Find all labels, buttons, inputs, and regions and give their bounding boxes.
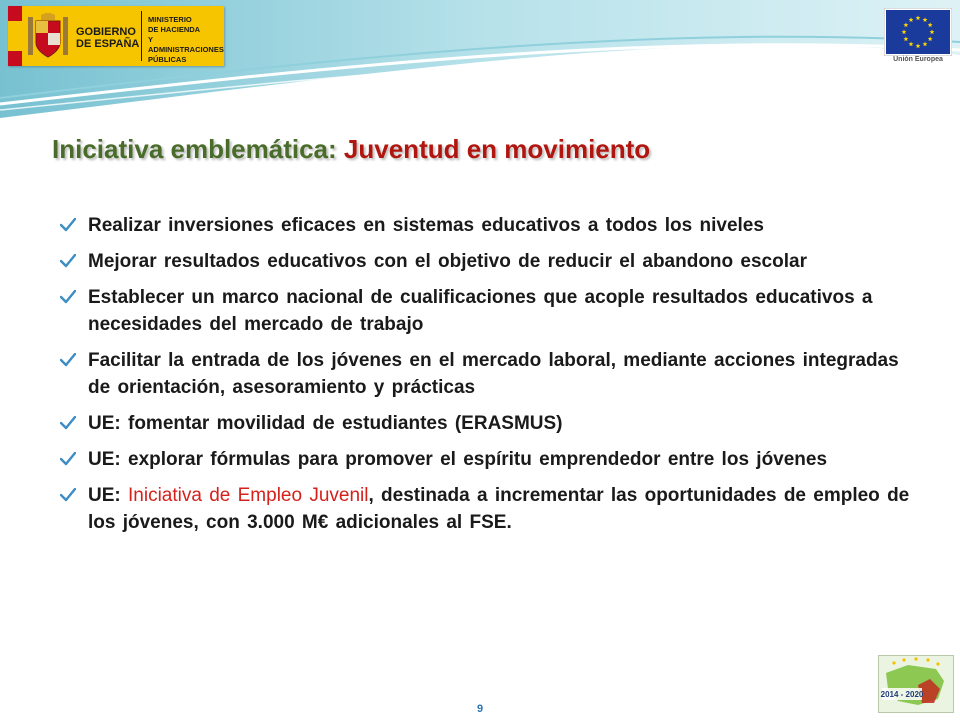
logo-separator: [141, 11, 142, 61]
checkmark-icon: [60, 452, 76, 466]
bullet-item: [60, 446, 920, 473]
bullet-text: Establecer un marco nacional de cualificaciones que acople resultados educativos a necesidades del mercado de trabajo: [88, 287, 873, 335]
gov-name-line1: GOBIERNO: [76, 26, 136, 38]
ministry-line4: PÚBLICAS: [148, 55, 187, 64]
spain-flag-strip: [8, 6, 22, 66]
bullet-text: Mejorar resultados educativos con el objetivo de reducir el abandono escolar: [88, 251, 807, 272]
programme-2014-2020-badge: [878, 655, 954, 713]
bullet-text: UE: explorar fórmulas para promover el espíritu emprendedor entre los jóvenes: [88, 449, 828, 470]
checkmark-icon: [60, 416, 76, 430]
bullet-prefix: UE:: [88, 485, 121, 506]
checkmark-icon: [60, 488, 76, 502]
bullet-item: [60, 482, 920, 536]
ministry-line1: MINISTERIO: [148, 15, 192, 24]
ministry-label: [148, 15, 228, 65]
bullet-item: [60, 347, 920, 401]
checkmark-icon: [60, 290, 76, 304]
bullet-item: [60, 212, 920, 239]
gobierno-label: [76, 26, 139, 50]
bullet-item: [60, 284, 920, 338]
eu-caption: Unión Europea: [893, 56, 943, 63]
ministry-line2: DE HACIENDA: [148, 25, 201, 34]
coat-of-arms-icon: [26, 13, 70, 59]
title-lead: Iniciativa emblemática:: [52, 134, 337, 164]
checkmark-icon: [60, 218, 76, 232]
checkmark-icon: [60, 254, 76, 268]
ministry-line3: Y ADMINISTRACIONES: [148, 35, 224, 54]
bullet-text: Realizar inversiones eficaces en sistemas educativos a todos los niveles: [88, 215, 764, 236]
bullet-list: [60, 212, 920, 545]
eu-flag-icon: [884, 8, 952, 56]
bullet-text: UE: fomentar movilidad de estudiantes (ERASMUS): [88, 413, 563, 434]
title-main: Juventud en movimiento: [343, 134, 651, 164]
bullet-item: [60, 410, 920, 437]
slide-title: [52, 134, 650, 165]
bullet-suffix: , destinada a incrementar las oportunidades de empleo de los jóvenes, con 3.000 M€ adicionales al FSE.: [88, 485, 910, 533]
bullet-text: Facilitar la entrada de los jóvenes en el mercado laboral, mediante acciones integradas de orientación, asesoramiento y prácticas: [88, 350, 899, 398]
bullet-item: [60, 248, 920, 275]
bullet-highlight: Iniciativa de Empleo Juvenil: [128, 485, 369, 506]
checkmark-icon: [60, 353, 76, 367]
gov-name-line2: DE ESPAÑA: [76, 38, 140, 50]
badge-label: 2014 - 2020: [880, 690, 924, 699]
page-number: 9: [476, 703, 484, 715]
gobierno-espana-logo: [8, 6, 224, 66]
